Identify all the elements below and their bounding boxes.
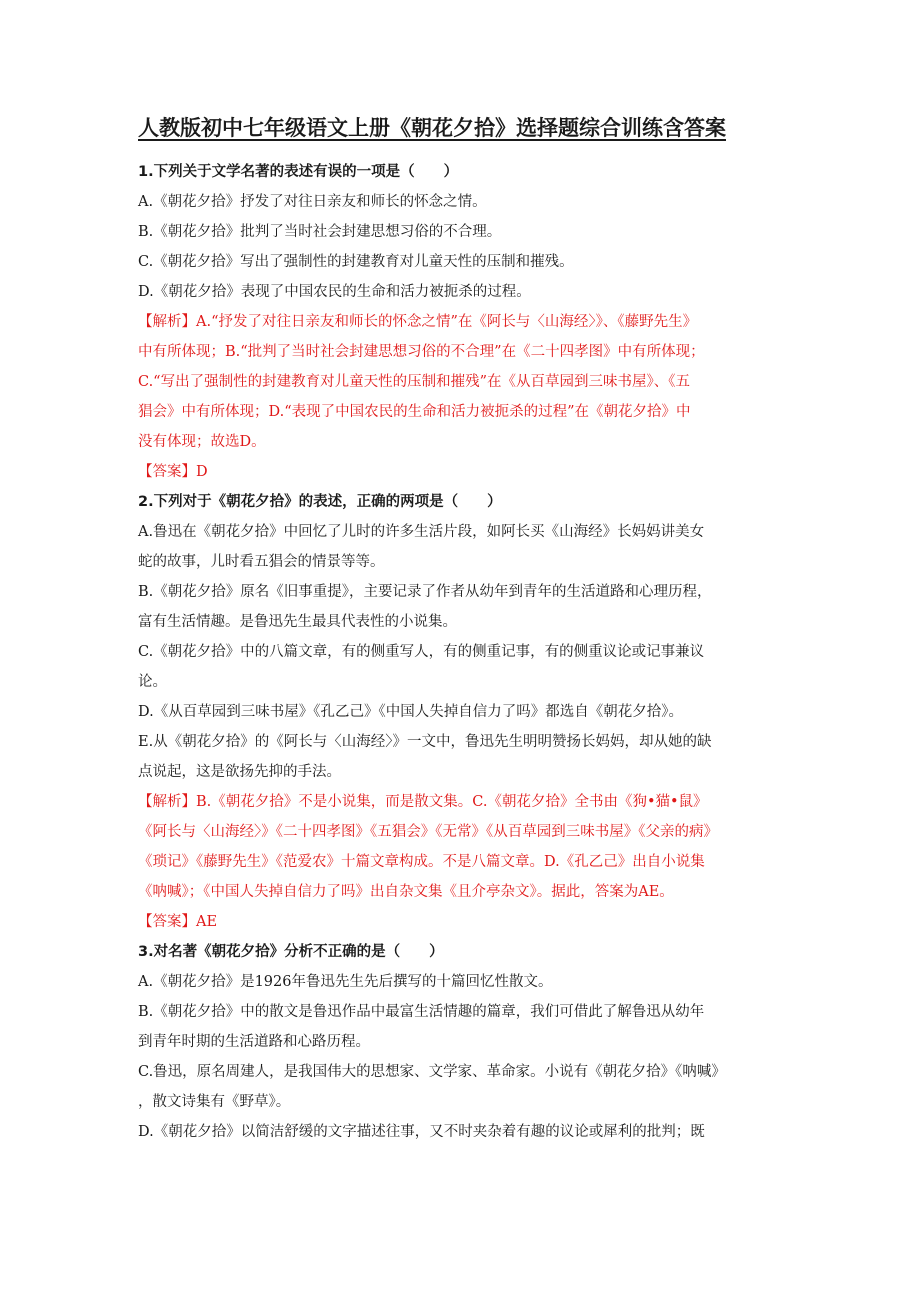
analysis-line: 【解析】A.“抒发了对往日亲友和师长的怀念之情”在《阿长与〈山海经〉》、《藤野先生》 [138,314,698,330]
analysis-line: 中有所体现；B.“批判了当时社会封建思想习俗的不合理”在《二十四孝图》中有所体现； [138,344,705,360]
analysis-line: 【解析】B.《朝花夕拾》不是小说集，而是散文集。C.《朝花夕拾》全书由《狗•猫•鼠》 [138,794,708,810]
question-3-stem: 3.对名著《朝花夕拾》分析不正确的是（ ） [138,944,444,960]
analysis-line: 《阿长与〈山海经〉》《二十四孝图》《五猖会》《无常》《从百草园到三味书屋》《父亲的病》 [138,824,718,840]
analysis-line: 没有体现；故选D。 [138,434,266,450]
option-line: B.《朝花夕拾》原名《旧事重提》，主要记录了作者从幼年到青年的生活道路和心理历程， [138,584,712,600]
document-title: 人教版初中七年级语文上册《朝花夕拾》选择题综合训练含答案 [138,116,726,140]
option-line: E.从《朝花夕拾》的《阿长与〈山海经〉》一文中，鲁迅先生明明赞扬长妈妈，却从她的缺 [138,734,712,750]
question-1-stem: 1.下列关于文学名著的表述有误的一项是（ ） [138,164,459,180]
analysis-line: 《琐记》《藤野先生》《范爱农》十篇文章构成。不是八篇文章。D.《孔乙己》出自小说集 [138,854,705,870]
question-2-stem: 2.下列对于《朝花夕拾》的表述，正确的两项是（ ） [138,494,502,510]
question-2-answer: 【答案】AE [138,914,218,930]
option-line: ，散文诗集有《野草》。 [138,1094,291,1110]
question-2-options [138,517,788,787]
option-line: 点说起，这是欲扬先抑的手法。 [138,764,341,780]
analysis-line: 《呐喊》；《中国人失掉自信力了吗》出自杂文集《且介亭杂文》。据此，答案为AE。 [138,884,674,900]
option-line: D.《从百草园到三味书屋》《孔乙己》《中国人失掉自信力了吗》都选自《朝花夕拾》。 [138,704,683,720]
question-1-answer: 【答案】D [138,464,208,480]
question-3-options [138,967,788,1147]
option-line: B.《朝花夕拾》中的散文是鲁迅作品中最富生活情趣的篇章，我们可借此了解鲁迅从幼年 [138,1004,705,1020]
option-line: A.鲁迅在《朝花夕拾》中回忆了儿时的许多生活片段，如阿长买《山海经》长妈妈讲美女 [138,524,705,540]
analysis-line: C.“写出了强制性的封建教育对儿童天性的压制和摧残”在《从百草园到三味书屋》、《五 [138,374,691,390]
question-1-analysis [138,307,788,457]
document-page [138,108,788,1147]
option-line: C.鲁迅，原名周建人，是我国伟大的思想家、文学家、革命家。小说有《朝花夕拾》《呐喊》 [138,1064,726,1080]
option-line: 富有生活情趣。是鲁迅先生最具代表性的小说集。 [138,614,457,630]
option-line: 蛇的故事，儿时看五猖会的情景等等。 [138,554,385,570]
option-line: 论。 [138,674,167,690]
option-line: C.《朝花夕拾》中的八篇文章，有的侧重写人，有的侧重记事，有的侧重议论或记事兼议 [138,644,705,660]
option-line: D.《朝花夕拾》以简洁舒缓的文字描述往事，又不时夹杂着有趣的议论或犀利的批判；既 [138,1124,705,1140]
question-1-option-b: B.《朝花夕拾》批判了当时社会封建思想习俗的不合理。 [138,224,502,240]
question-1-option-a: A.《朝花夕拾》抒发了对往日亲友和师长的怀念之情。 [138,194,487,210]
question-2-analysis [138,787,788,907]
analysis-line: 猖会》中有所体现；D.“表现了中国农民的生命和活力被扼杀的过程”在《朝花夕拾》中 [138,404,691,420]
question-1-option-d: D.《朝花夕拾》表现了中国农民的生命和活力被扼杀的过程。 [138,284,531,300]
question-1-option-c: C.《朝花夕拾》写出了强制性的封建教育对儿童天性的压制和摧残。 [138,254,574,270]
option-line: 到青年时期的生活道路和心路历程。 [138,1034,370,1050]
option-line: A.《朝花夕拾》是1926年鲁迅先生先后撰写的十篇回忆性散文。 [138,974,553,990]
